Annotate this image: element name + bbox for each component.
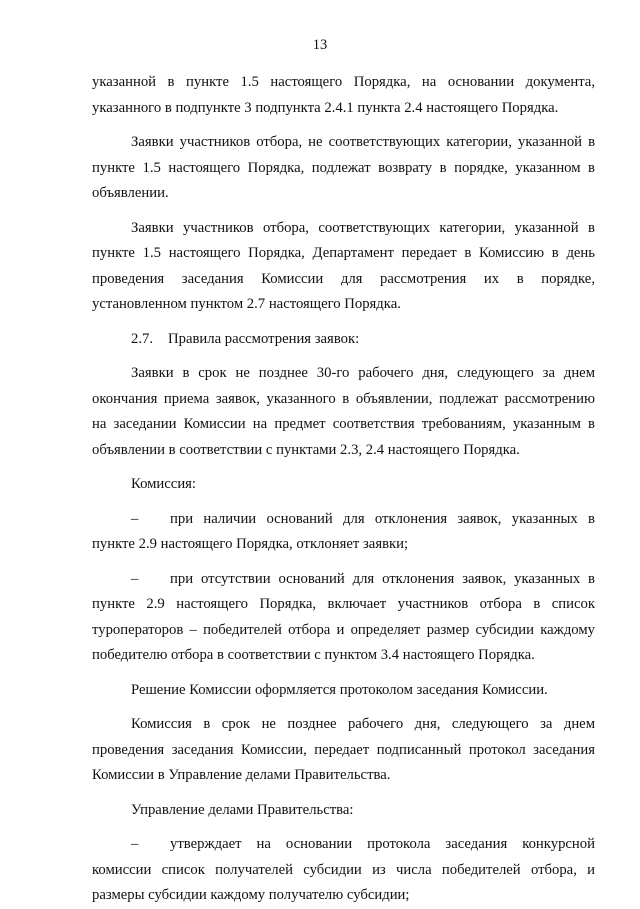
text-line: при отсутствии оснований для отклонения заявок, указанных в <box>170 570 595 587</box>
section-heading <box>92 327 595 353</box>
text-line: проведения заседания Комиссии, передает подписанный протокол заседания <box>92 741 595 758</box>
text-line: комиссии список получателей субсидии из числа победителей отбора, и <box>92 861 595 878</box>
text-line: Управление делами Правительства: <box>131 801 354 818</box>
text-line: указанной в пункте 1.5 настоящего Порядка, на основании документа, <box>92 74 595 90</box>
text-line: на заседании Комиссии на предмет соответствия требованиям, указанным в <box>92 416 595 432</box>
text-line: пункте 2.9 настоящего Порядка, включает участников отбора в список <box>92 596 595 612</box>
text-line: Заявки участников отбора, соответствующих категории, указанной в <box>131 219 595 236</box>
dash-bullet: – <box>131 510 139 527</box>
list-item <box>92 832 595 909</box>
text-line: указанного в подпункте 3 подпункта 2.4.1 пункта 2.4 настоящего Порядка. <box>92 99 559 116</box>
text-line: установленном пунктом 2.7 настоящего Порядка. <box>92 296 401 312</box>
paragraph <box>92 678 595 704</box>
text-line: объявлении в соответствии с пунктами 2.3, 2.4 настоящего Порядка. <box>92 441 520 458</box>
paragraph <box>92 216 595 318</box>
text-line: проведения заседания Комиссии для рассмотрения их в порядке, <box>92 270 595 287</box>
paragraph <box>92 130 595 207</box>
page-number: 13 <box>312 37 328 53</box>
list-item <box>92 567 595 669</box>
text-line: пункте 1.5 настоящего Порядка, Департамент передает в Комиссию в день <box>92 245 595 261</box>
text-line: утверждает на основании протокола заседания конкурсной <box>170 836 595 852</box>
text-line: объявлении. <box>92 185 169 201</box>
paragraph <box>92 712 595 789</box>
text-line: туроператоров – победителей отбора и определяет размер субсидии каждому <box>92 621 595 638</box>
text-line: Комиссия: <box>131 476 197 492</box>
section-number: 2.7. <box>131 330 154 347</box>
text-line: при наличии оснований для отклонения заявок, указанных в <box>170 510 595 527</box>
text-line: окончания приема заявок, указанного в объявлении, подлежат рассмотрению <box>92 390 595 407</box>
text-line: Заявки участников отбора, не соответствующих категории, указанной в <box>131 134 595 150</box>
text-line: размеры субсидии каждому получателю субсидии; <box>92 887 410 903</box>
paragraph <box>92 472 595 498</box>
text-line: победителю отбора в соответствии с пунктом 3.4 настоящего Порядка. <box>92 647 535 663</box>
document-body <box>92 70 595 909</box>
text-line: Заявки в срок не позднее 30-го рабочего дня, следующего за днем <box>131 365 595 381</box>
text-line: Решение Комиссии оформляется протоколом заседания Комиссии. <box>131 681 548 698</box>
dash-bullet: – <box>131 570 139 587</box>
section-title: Правила рассмотрения заявок: <box>168 330 360 347</box>
list-item <box>92 507 595 558</box>
paragraph <box>92 361 595 463</box>
text-line: пункте 1.5 настоящего Порядка, подлежат возврату в порядке, указанном в <box>92 159 595 176</box>
paragraph <box>92 798 595 824</box>
text-line: Комиссии в Управление делами Правительства. <box>92 767 391 783</box>
text-line: Комиссия в срок не позднее рабочего дня, следующего за днем <box>131 716 595 732</box>
text-line: пункте 2.9 настоящего Порядка, отклоняет заявки; <box>92 536 409 552</box>
paragraph <box>92 70 595 121</box>
dash-bullet: – <box>131 836 139 852</box>
